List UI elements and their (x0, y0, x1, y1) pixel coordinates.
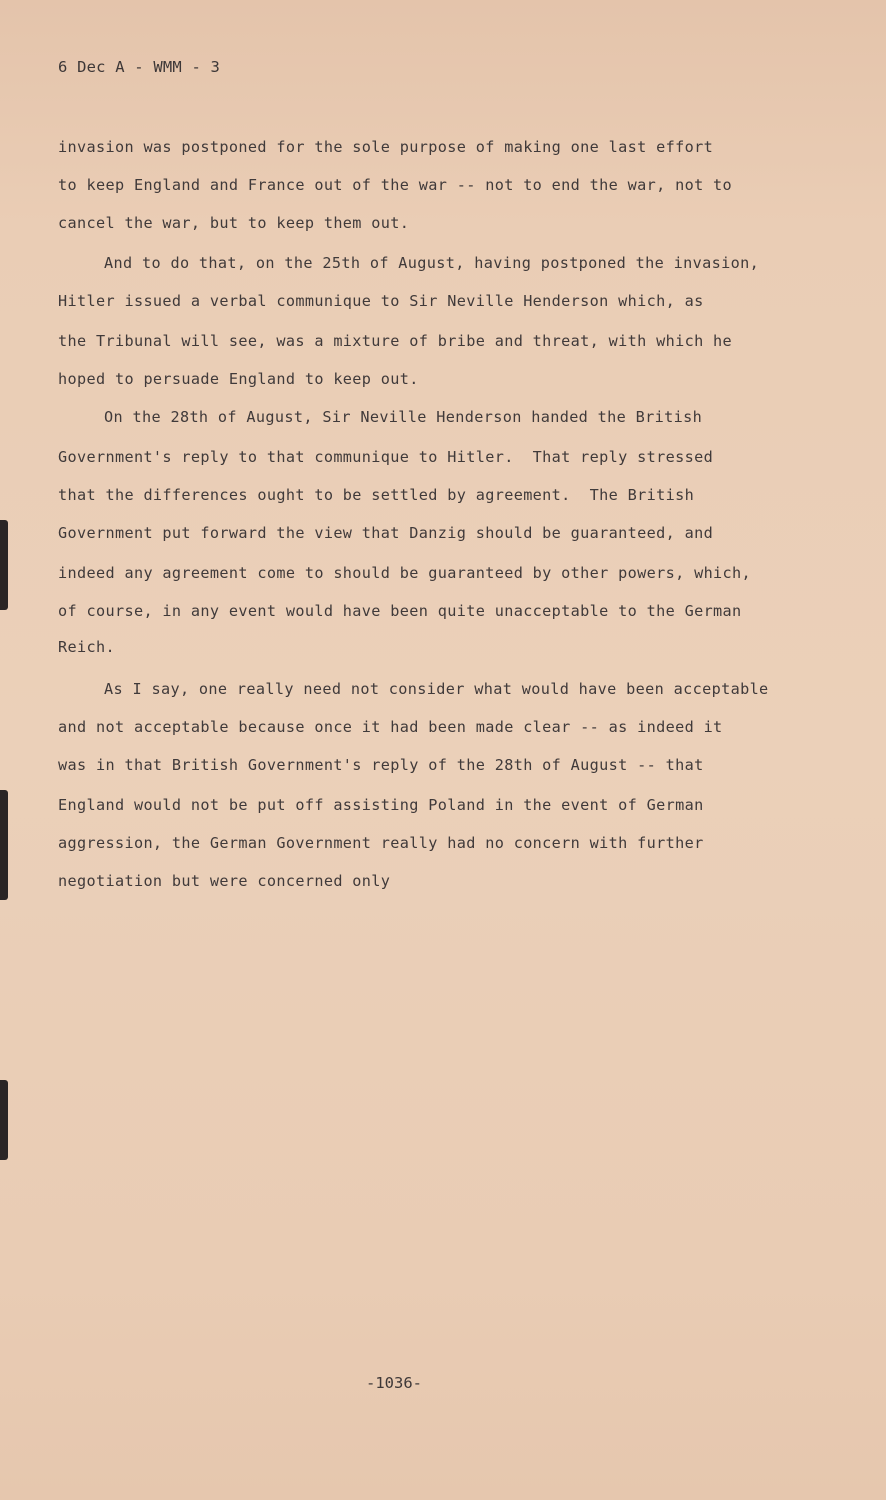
text-line: negotiation but were concerned only (58, 872, 391, 890)
text-line: Government's reply to that communique to Hitler. That reply stressed (58, 448, 714, 466)
binding-tab (0, 790, 8, 900)
text-line: Reich. (58, 638, 115, 656)
text-line: of course, in any event would have been quite unacceptable to the German (58, 602, 742, 620)
text-line: As I say, one really need not consider what would have been acceptable (104, 680, 769, 698)
text-line: was in that British Government's reply of the 28th of August -- that (58, 756, 704, 774)
text-line: On the 28th of August, Sir Neville Henderson handed the British (104, 408, 703, 426)
text-line: invasion was postponed for the sole purpose of making one last effort (58, 138, 714, 156)
text-line: aggression, the German Government really had no concern with further (58, 834, 704, 852)
text-line: England would not be put off assisting Poland in the event of German (58, 796, 704, 814)
binding-tab (0, 520, 8, 610)
text-line: cancel the war, but to keep them out. (58, 214, 410, 232)
text-line: Government put forward the view that Danzig should be guaranteed, and (58, 524, 714, 542)
page-number: -1036- (366, 1374, 422, 1392)
text-line: to keep England and France out of the war -- not to end the war, not to (58, 176, 733, 194)
binding-tab (0, 1080, 8, 1160)
text-line: indeed any agreement come to should be guaranteed by other powers, which, (58, 564, 752, 582)
text-line: hoped to persuade England to keep out. (58, 370, 419, 388)
binding-edge (0, 520, 10, 1160)
page-reference: 6 Dec A - WMM - 3 (58, 58, 221, 76)
text-line: And to do that, on the 25th of August, having postponed the invasion, (104, 254, 760, 272)
text-line: that the differences ought to be settled by agreement. The British (58, 486, 695, 504)
text-line: Hitler issued a verbal communique to Sir Neville Henderson which, as (58, 292, 704, 310)
text-line: the Tribunal will see, was a mixture of bribe and threat, with which he (58, 332, 733, 350)
text-line: and not acceptable because once it had been made clear -- as indeed it (58, 718, 723, 736)
